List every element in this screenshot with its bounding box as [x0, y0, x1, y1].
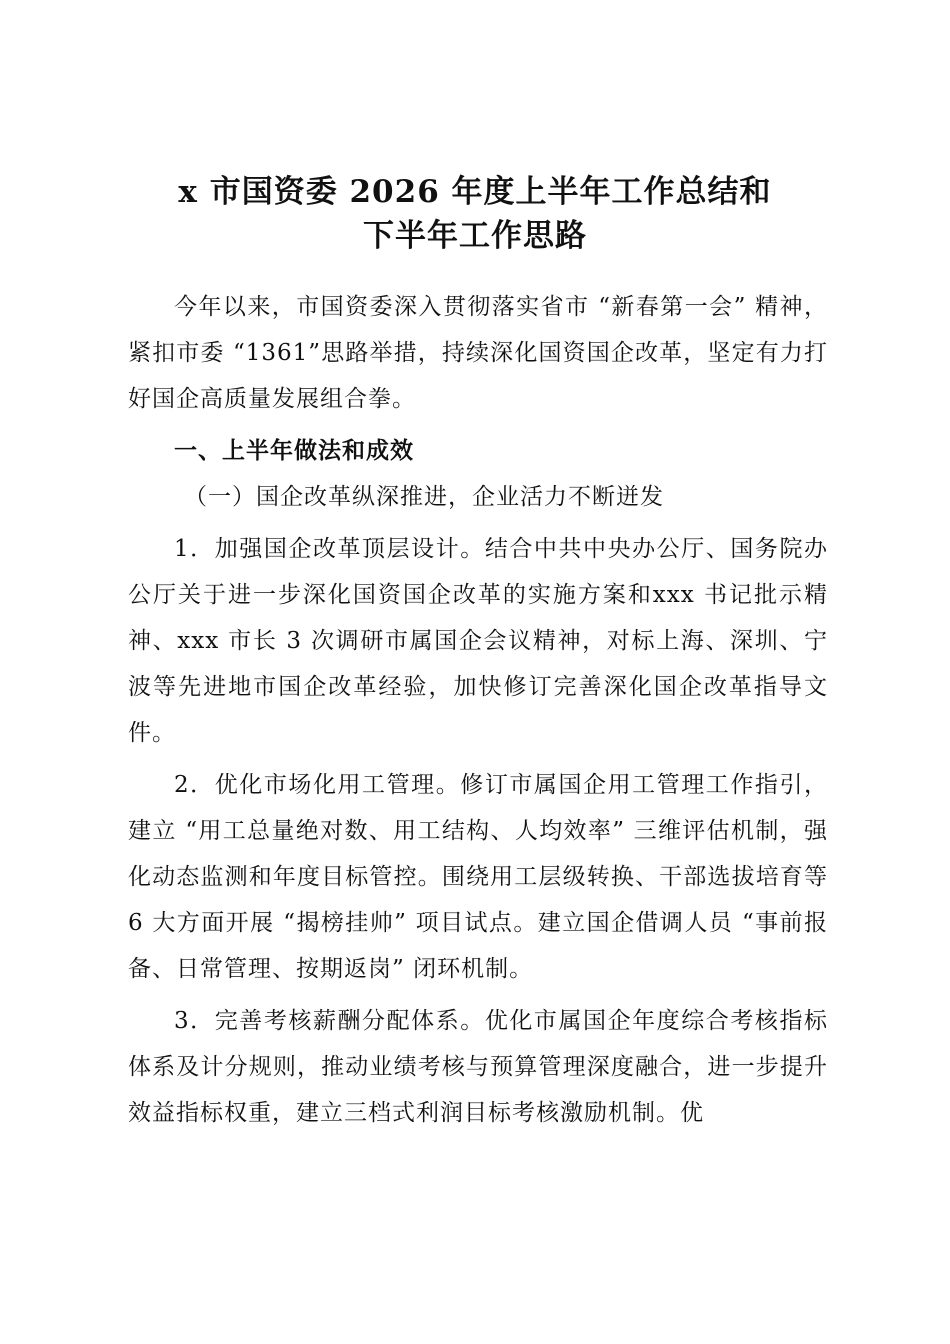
- list-item: 2．优化市场化用工管理。修订市属国企用工管理工作指引，建立 “用工总量绝对数、用工结构、人均效率” 三维评估机制，强化动态监测和年度目标管控。围绕用工层级转换、干部选拔培育等6 大方面开展 “揭榜挂帅” 项目试点。建立国企借调人员 “事前报备、日常管理、按期返岗” 闭环机制。: [128, 772, 828, 982]
- title-line-1: x 市国资委 2026 年度上半年工作总结和: [178, 174, 772, 210]
- intro-paragraph: 今年以来，市国资委深入贯彻落实省市 “新春第一会” 精神，紧扣市委 “1361”思路举措，持续深化国资国企改革，坚定有力打好国企高质量发展组合拳。: [128, 294, 828, 412]
- document-body: [128, 284, 828, 1142]
- subsection-heading: （一）国企改革纵深推进，企业活力不断迸发: [184, 484, 664, 510]
- list-item: 3．完善考核薪酬分配体系。优化市属国企年度综合考核指标体系及计分规则，推动业绩考核与预算管理深度融合，进一步提升效益指标权重，建立三档式利润目标考核激励机制。优: [128, 1008, 828, 1126]
- list-item: 1．加强国企改革顶层设计。结合中共中央办公厅、国务院办公厅关于进一步深化国资国企改革的实施方案和xxx 书记批示精神、xxx 市长 3 次调研市属国企会议精神，对标上海、深圳、宁波等先进地市国企改革经验，加快修订完善深化国企改革指导文件。: [128, 536, 828, 746]
- section-heading: 一、上半年做法和成效: [174, 437, 414, 464]
- document-title: [0, 170, 950, 258]
- title-line-2: 下半年工作思路: [363, 218, 587, 254]
